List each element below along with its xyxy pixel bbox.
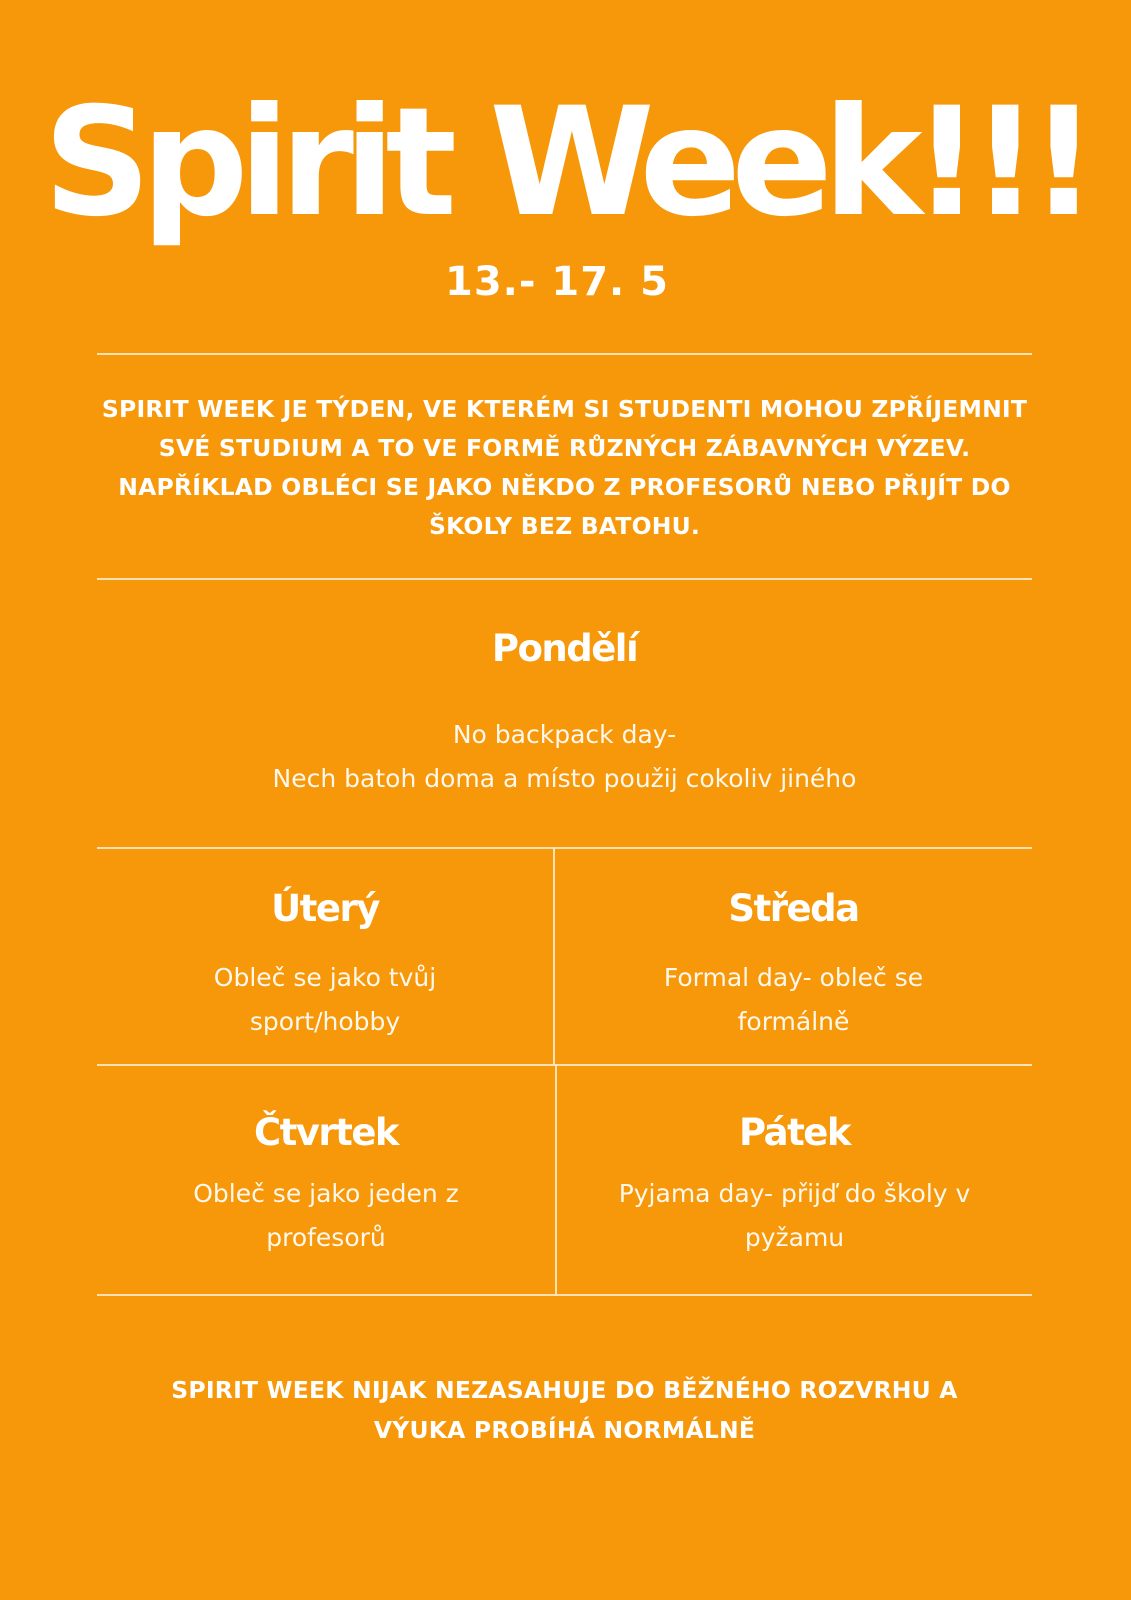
day-text-thursday-line1: Obleč se jako jeden z [193, 1179, 459, 1208]
day-text-thursday [97, 1172, 555, 1260]
day-text-tuesday-line2: sport/hobby [249, 1007, 401, 1036]
day-heading-wednesday: Středa [728, 887, 859, 930]
day-text-monday [97, 713, 1032, 801]
day-text-thursday-line2: profesorů [266, 1223, 386, 1252]
day-text-monday-line2: Nech batoh doma a místo použij cokoliv jiného [272, 764, 857, 793]
day-text-tuesday-line1: Obleč se jako tvůj [213, 963, 437, 992]
footer-note-line2: VÝUKA PROBÍHÁ NORMÁLNĚ [373, 1416, 756, 1444]
divider-monday [97, 847, 1032, 849]
footer-note [97, 1370, 1032, 1450]
footer-note-line1: SPIRIT WEEK NIJAK NEZASAHUJE DO BĚŽNÉHO ROZVRHU A [171, 1376, 958, 1404]
day-text-wednesday [555, 956, 1032, 1044]
day-text-friday-line2: pyžamu [744, 1223, 845, 1252]
day-heading-monday: Pondělí [491, 627, 638, 670]
divider-intro [97, 578, 1032, 580]
divider-midweek [97, 1064, 1032, 1066]
event-dates: 13.- 17. 5 [444, 259, 669, 305]
day-heading-thursday: Čtvrtek [253, 1111, 399, 1154]
day-text-friday [557, 1172, 1032, 1260]
divider-top [97, 353, 1032, 355]
day-heading-tuesday: Úterý [271, 887, 379, 930]
day-text-monday-line1: No backpack day- [452, 720, 677, 749]
day-text-tuesday [97, 956, 553, 1044]
day-heading-friday: Pátek [739, 1111, 850, 1154]
divider-bottom [97, 1294, 1032, 1296]
intro-text: SPIRIT WEEK JE TÝDEN, VE KTERÉM SI STUDENTI MOHOU ZPŘÍJEMNIT SVÉ STUDIUM A TO VE FORMĚ RŮZNÝCH ZÁBAVNÝCH VÝZEV. NAPŘÍKLAD OBLÉCI SE JAKO NĚKDO Z PROFESORŮ NEBO PŘIJÍT DO ŠKOLY BEZ BATOHU. [101, 395, 1028, 540]
day-text-wednesday-line1: Formal day- obleč se [663, 963, 924, 992]
poster-title: Spirit Week!!! [43, 76, 1088, 250]
day-text-wednesday-line2: formálně [737, 1007, 850, 1036]
day-text-friday-line1: Pyjama day- přijď do školy v [618, 1179, 971, 1208]
